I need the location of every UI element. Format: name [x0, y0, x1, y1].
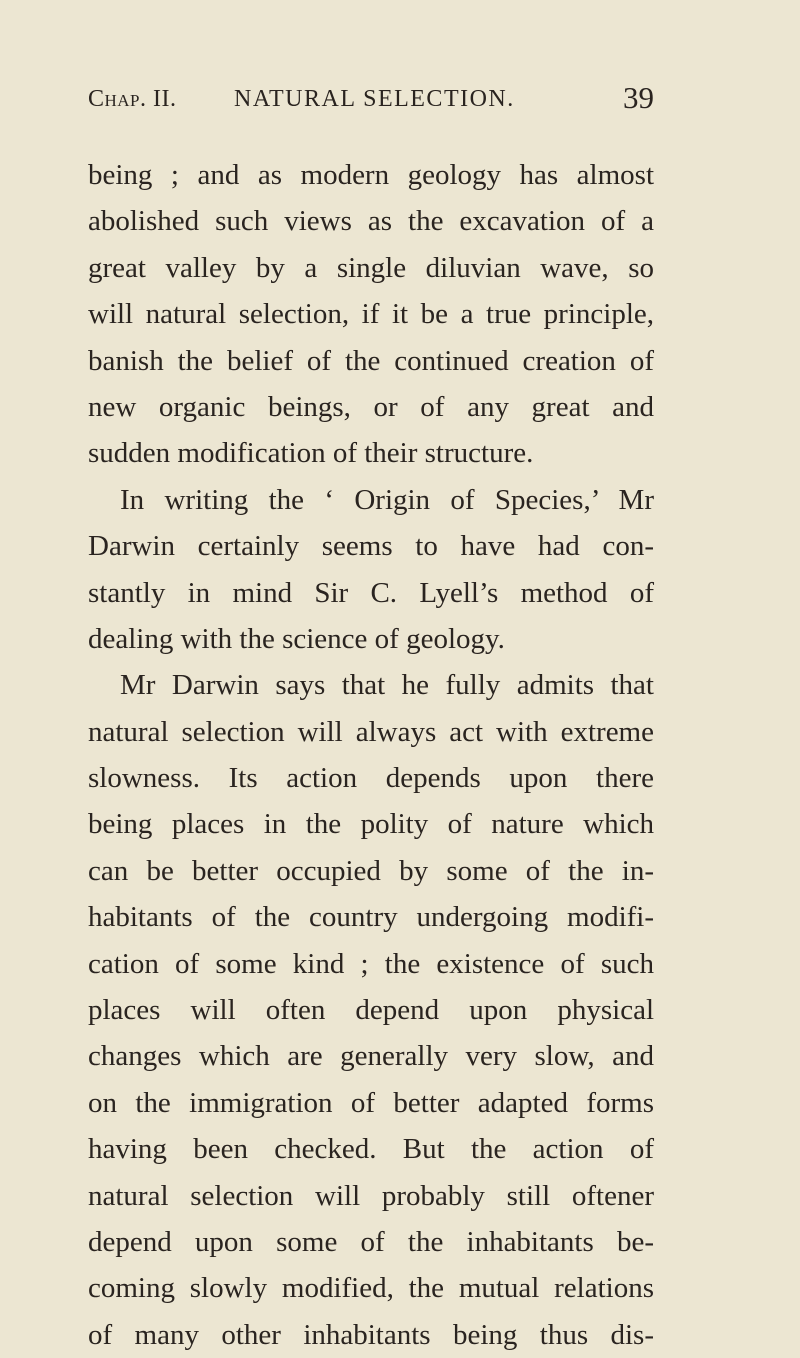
text-line: being ; and as modern geology has almost — [88, 159, 654, 191]
text-line: natural selection will probably still oftener — [88, 1179, 654, 1212]
text-line: can be better occupied by some of the in- — [88, 854, 654, 887]
text-line: habitants of the country undergoing modifi- — [88, 901, 654, 934]
text-line: changes which are generally very slow, and — [88, 1040, 654, 1073]
text-line: stantly in mind Sir C. Lyell’s method of — [88, 576, 654, 609]
running-title: NATURAL SELECTION. — [234, 86, 515, 112]
text-line: dealing with the science of geology. — [88, 622, 505, 655]
text-line: Darwin certainly seems to have had con- — [88, 530, 654, 563]
body-text — [88, 152, 654, 1358]
text-line: slowness. Its action depends upon there — [88, 762, 654, 795]
text-line: will natural selection, if it be a true principle, — [88, 298, 654, 331]
text-line: coming slowly modified, the mutual relations — [88, 1272, 654, 1305]
text-line: new organic beings, or of any great and — [88, 390, 654, 423]
running-header — [88, 80, 654, 122]
text-line: Mr Darwin says that he fully admits that — [120, 669, 654, 702]
text-line: places will often depend upon physical — [88, 994, 654, 1027]
chapter-label: Chap. II. — [88, 86, 177, 112]
text-line: on the immigration of better adapted forms — [88, 1086, 654, 1119]
text-line: banish the belief of the continued creation of — [88, 344, 654, 377]
text-line: sudden modification of their structure. — [88, 437, 534, 470]
text-line: In writing the ‘ Origin of Species,’ Mr — [120, 483, 654, 516]
text-line: abolished such views as the excavation of a — [88, 205, 654, 238]
text-line: cation of some kind ; the existence of such — [88, 947, 654, 980]
text-line: natural selection will always act with extreme — [88, 715, 654, 748]
page-number: 39 — [623, 80, 654, 115]
text-line: great valley by a single diluvian wave, so — [88, 251, 654, 284]
text-line: depend upon some of the inhabitants be- — [88, 1225, 654, 1258]
text-line: of many other inhabitants being thus dis- — [88, 1318, 654, 1351]
text-line: having been checked. But the action of — [88, 1133, 654, 1166]
text-line: being places in the polity of nature which — [88, 808, 654, 841]
